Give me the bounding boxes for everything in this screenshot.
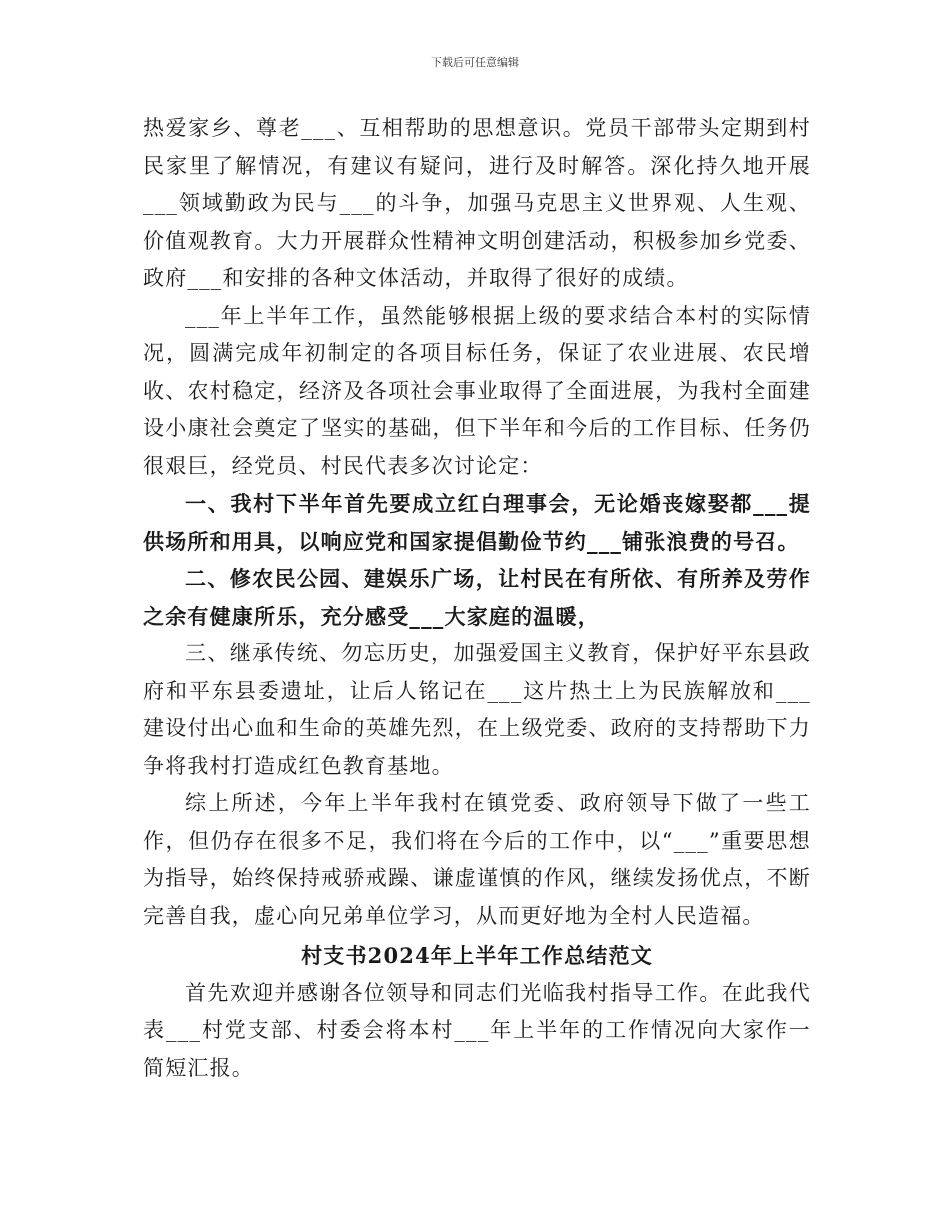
paragraph: 热爱家乡、尊老___、互相帮助的思想意识。党员干部带头定期到村民家里了解情况，有建议有疑问，进行及时解答。深化持久地开展___领域勤政为民与___的斗争，加强马克思主义世界观、人生观、价值观教育。大力开展群众性精神文明创建活动，积极参加乡党委、政府___和安排的各种文体活动，并取得了很好的成绩。 — [143, 116, 811, 290]
section-title: 村支书2024年上半年工作总结范文 — [301, 943, 653, 968]
paragraph: 首先欢迎并感谢各位领导和同志们光临我村指导工作。在此我代表___村党支部、村委会将本村___年上半年的工作情况向大家作一简短汇报。 — [143, 980, 811, 1080]
paragraph: 三、继承传统、勿忘历史，加强爱国主义教育，保护好平东县政府和平东县委遗址，让后人铭记在___这片热土上为民族解放和___建设付出心血和生命的英雄先烈，在上级党委、政府的支持帮助下力争将我村打造成红色教育基地。 — [143, 641, 811, 778]
bold-paragraph: 二、修农民公园、建娱乐广场，让村民在有所依、有所养及劳作之余有健康所乐，充分感受___大家庭的温暖， — [143, 566, 811, 629]
document-body — [143, 110, 811, 1087]
page-header: 下载后可任意编辑 — [431, 56, 519, 69]
bold-paragraph: 一、我村下半年首先要成立红白理事会，无论婚丧嫁娶都___提供场所和用具，以响应党和国家提倡勤俭节约___铺张浪费的号召。 — [143, 491, 811, 554]
paragraph: 综上所述，今年上半年我村在镇党委、政府领导下做了一些工作，但仍存在很多不足，我们将在今后的工作中，以“___”重要思想为指导，始终保持戒骄戒躁、谦虚谨慎的作风，继续发扬优点，不断完善自我，虚心向兄弟单位学习，从而更好地为全村人民造福。 — [143, 791, 811, 928]
paragraph: ___年上半年工作，虽然能够根据上级的要求结合本村的实际情况，圆满完成年初制定的各项目标任务，保证了农业进展、农民增收、农村稳定，经济及各项社会事业取得了全面进展，为我村全面建设小康社会奠定了坚实的基础，但下半年和今后的工作目标、任务仍很艰巨，经党员、村民代表多次讨论定： — [143, 303, 811, 478]
